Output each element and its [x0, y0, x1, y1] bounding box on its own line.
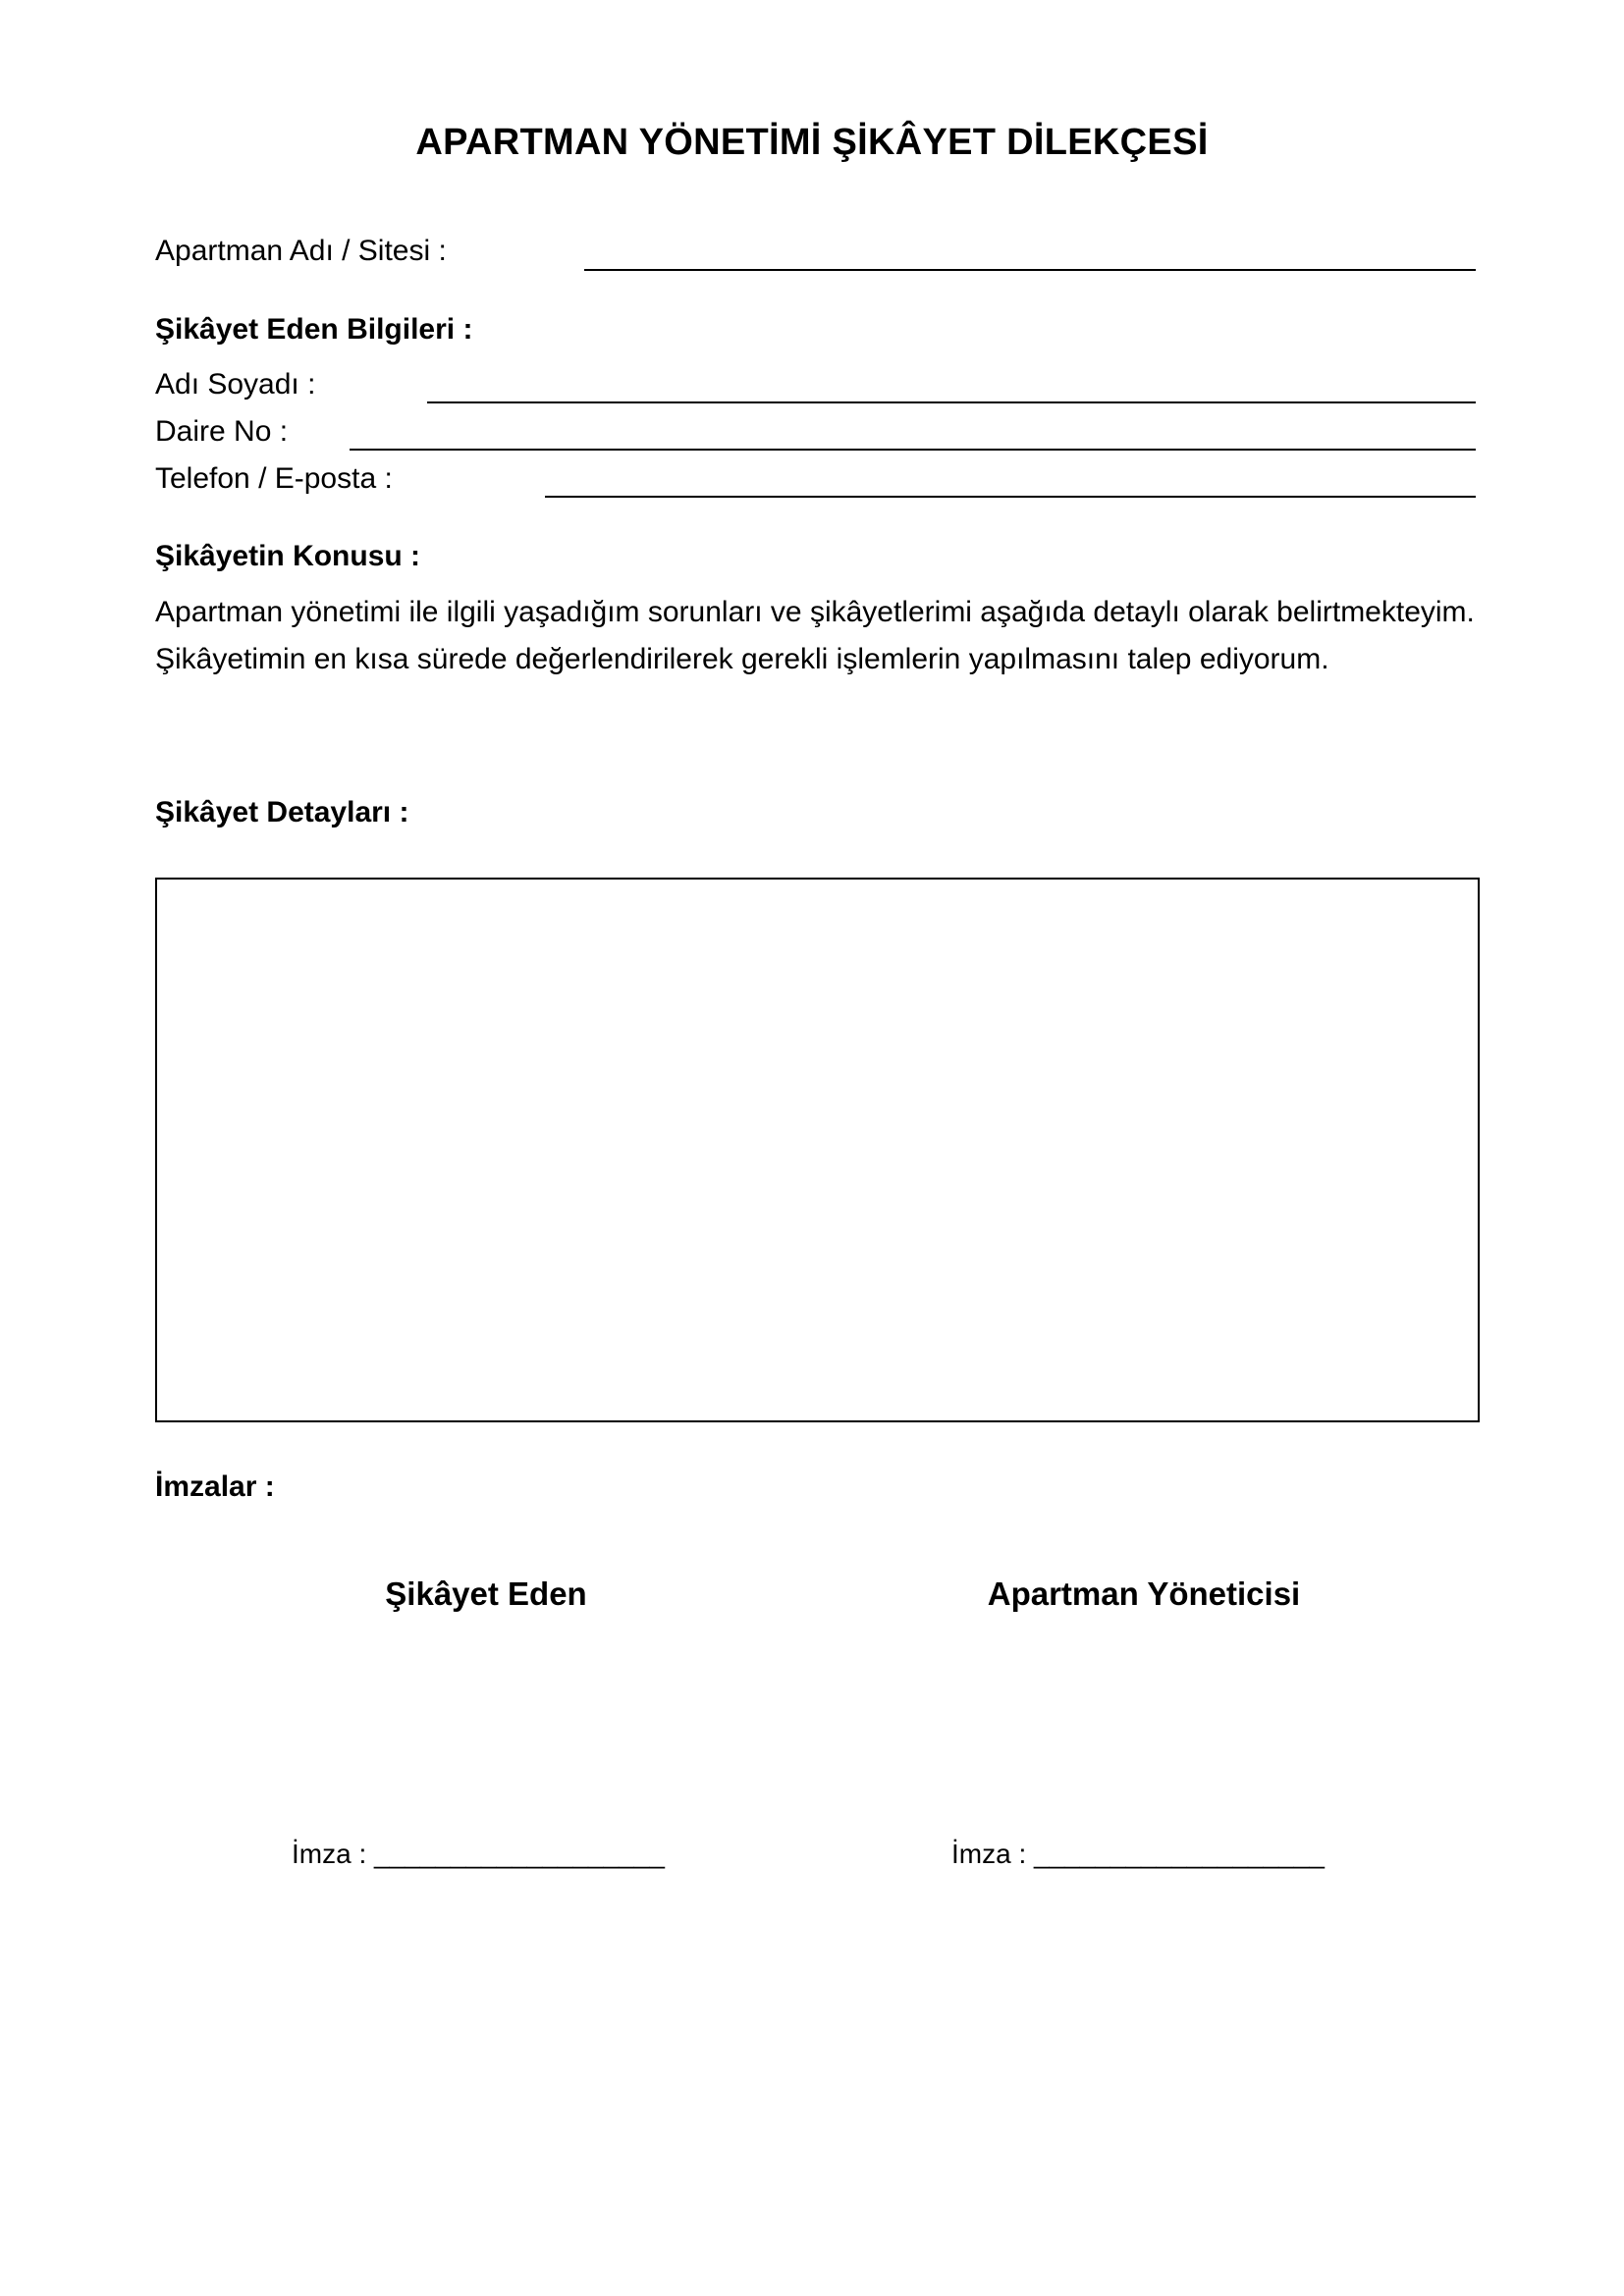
complainant-info-heading: Şikâyet Eden Bilgileri : — [155, 313, 473, 346]
full-name-label: Adı Soyadı : — [155, 368, 316, 400]
full-name-field[interactable] — [427, 401, 1476, 403]
subject-text: Apartman yönetimi ile ilgili yaşadığım sorunları ve şikâyetlerimi aşağıda detaylı olarak belirtmekteyim. Şikâyetimin en kısa sürede değerlendirilerek gerekli işlemlerin yapılmasını talep ediyorum. — [155, 596, 1475, 675]
page-title: APARTMAN YÖNETİMİ ŞİKÂYET DİLEKÇESİ — [415, 122, 1209, 163]
subject-heading: Şikâyetin Konusu : — [155, 540, 421, 572]
signatures-heading: İmzalar : — [155, 1470, 275, 1503]
apartment-name-field[interactable] — [584, 269, 1476, 271]
complainant-signature-line[interactable]: İmza : ___________________ — [292, 1839, 665, 1869]
apartment-name-label: Apartman Adı / Sitesi : — [155, 235, 447, 267]
flat-no-field[interactable] — [350, 449, 1476, 451]
details-textbox[interactable] — [155, 878, 1480, 1422]
details-heading: Şikâyet Detayları : — [155, 796, 409, 828]
contact-label: Telefon / E-posta : — [155, 462, 393, 495]
manager-signature-title: Apartman Yöneticisi — [987, 1575, 1301, 1612]
flat-no-label: Daire No : — [155, 415, 289, 448]
contact-field[interactable] — [545, 496, 1476, 498]
manager-signature-line[interactable]: İmza : ___________________ — [951, 1839, 1325, 1869]
complainant-signature-title: Şikâyet Eden — [385, 1575, 587, 1612]
